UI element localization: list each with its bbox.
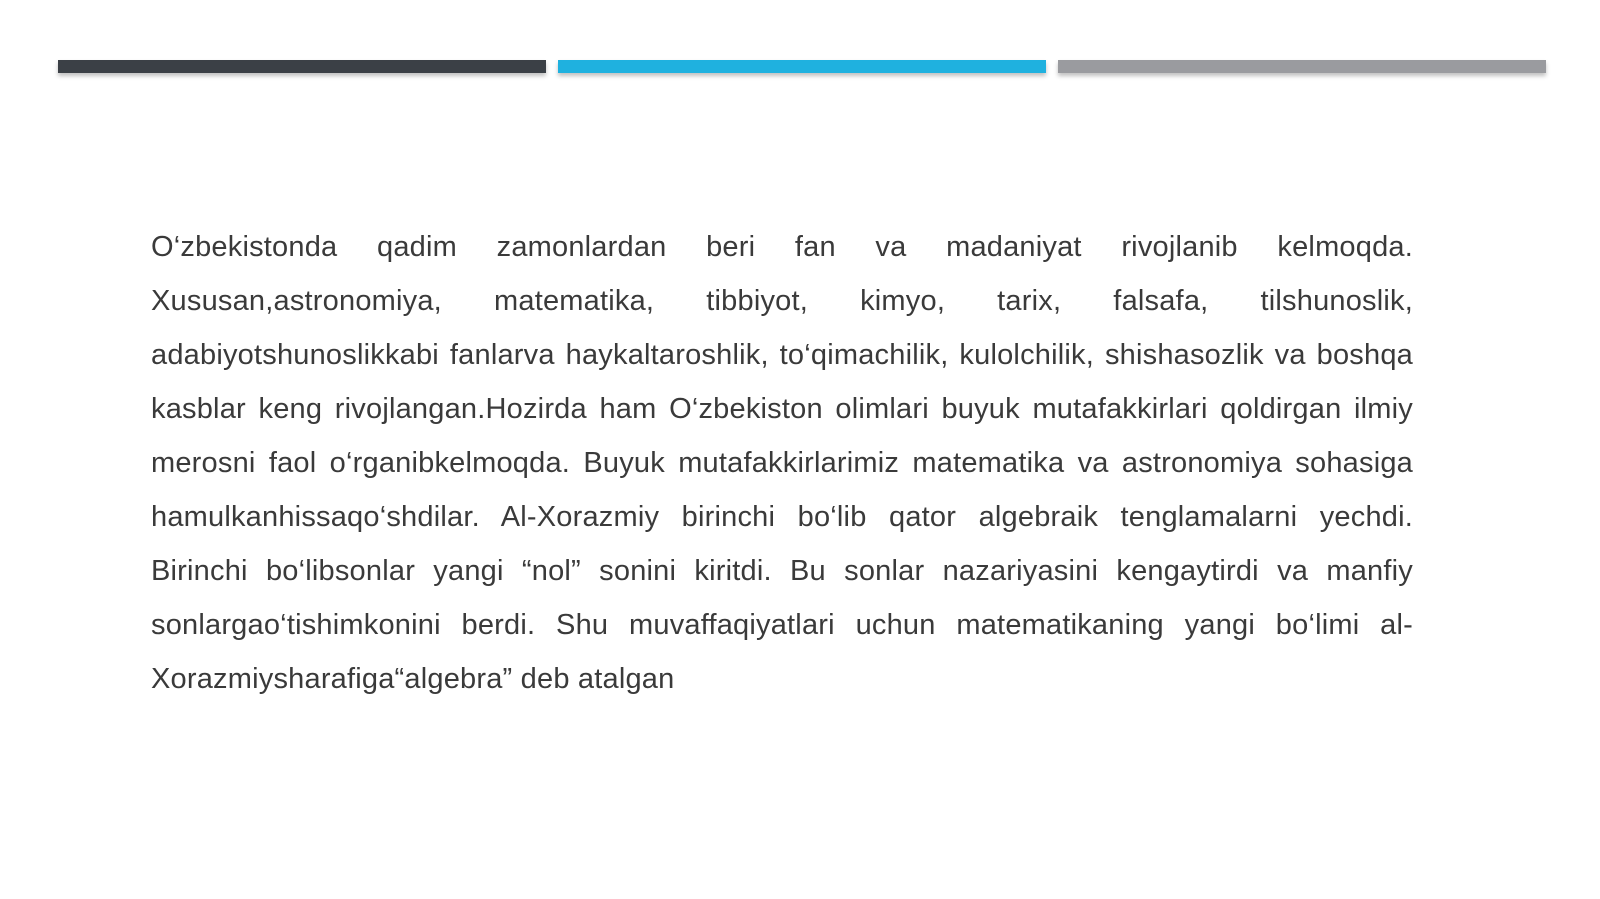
decorative-bar-dark: [58, 60, 546, 73]
body-paragraph: O‘zbekistonda qadim zamonlardan beri fan va madaniyat rivojlanib kelmoqda. Xususan,astronomiya, matematika, tibbiyot, kimyo, tarix, falsafa, tilshunoslik, adabiyotshunoslikkabi fanlarva haykaltaroshlik, to‘qimachilik, kulolchilik, shishasozlik va boshqa kasblar keng rivojlangan.Hozirda ham O‘zbekiston olimlari buyuk mutafakkirlari qoldirgan ilmiy merosni faol o‘rganibkelmoqda. Buyuk mutafakkirlarimiz matematika va astronomiya sohasiga hamulkanhissaqo‘shdilar. Al-Xorazmiy birinchi bo‘lib qator algebraik tenglamalarni yechdi. Birinchi bo‘libsonlar yangi “nol” sonini kiritdi. Bu sonlar nazariyasini kengaytirdi va manfiy sonlargao‘tishimkonini berdi. Shu muvaffaqiyatlari uchun matematikaning yangi bo‘limi al-Xorazmiysharafiga“algebra” deb atalgan: [151, 231, 1413, 695]
decorative-bar-blue: [558, 60, 1046, 73]
decorative-bar-gray: [1058, 60, 1546, 73]
